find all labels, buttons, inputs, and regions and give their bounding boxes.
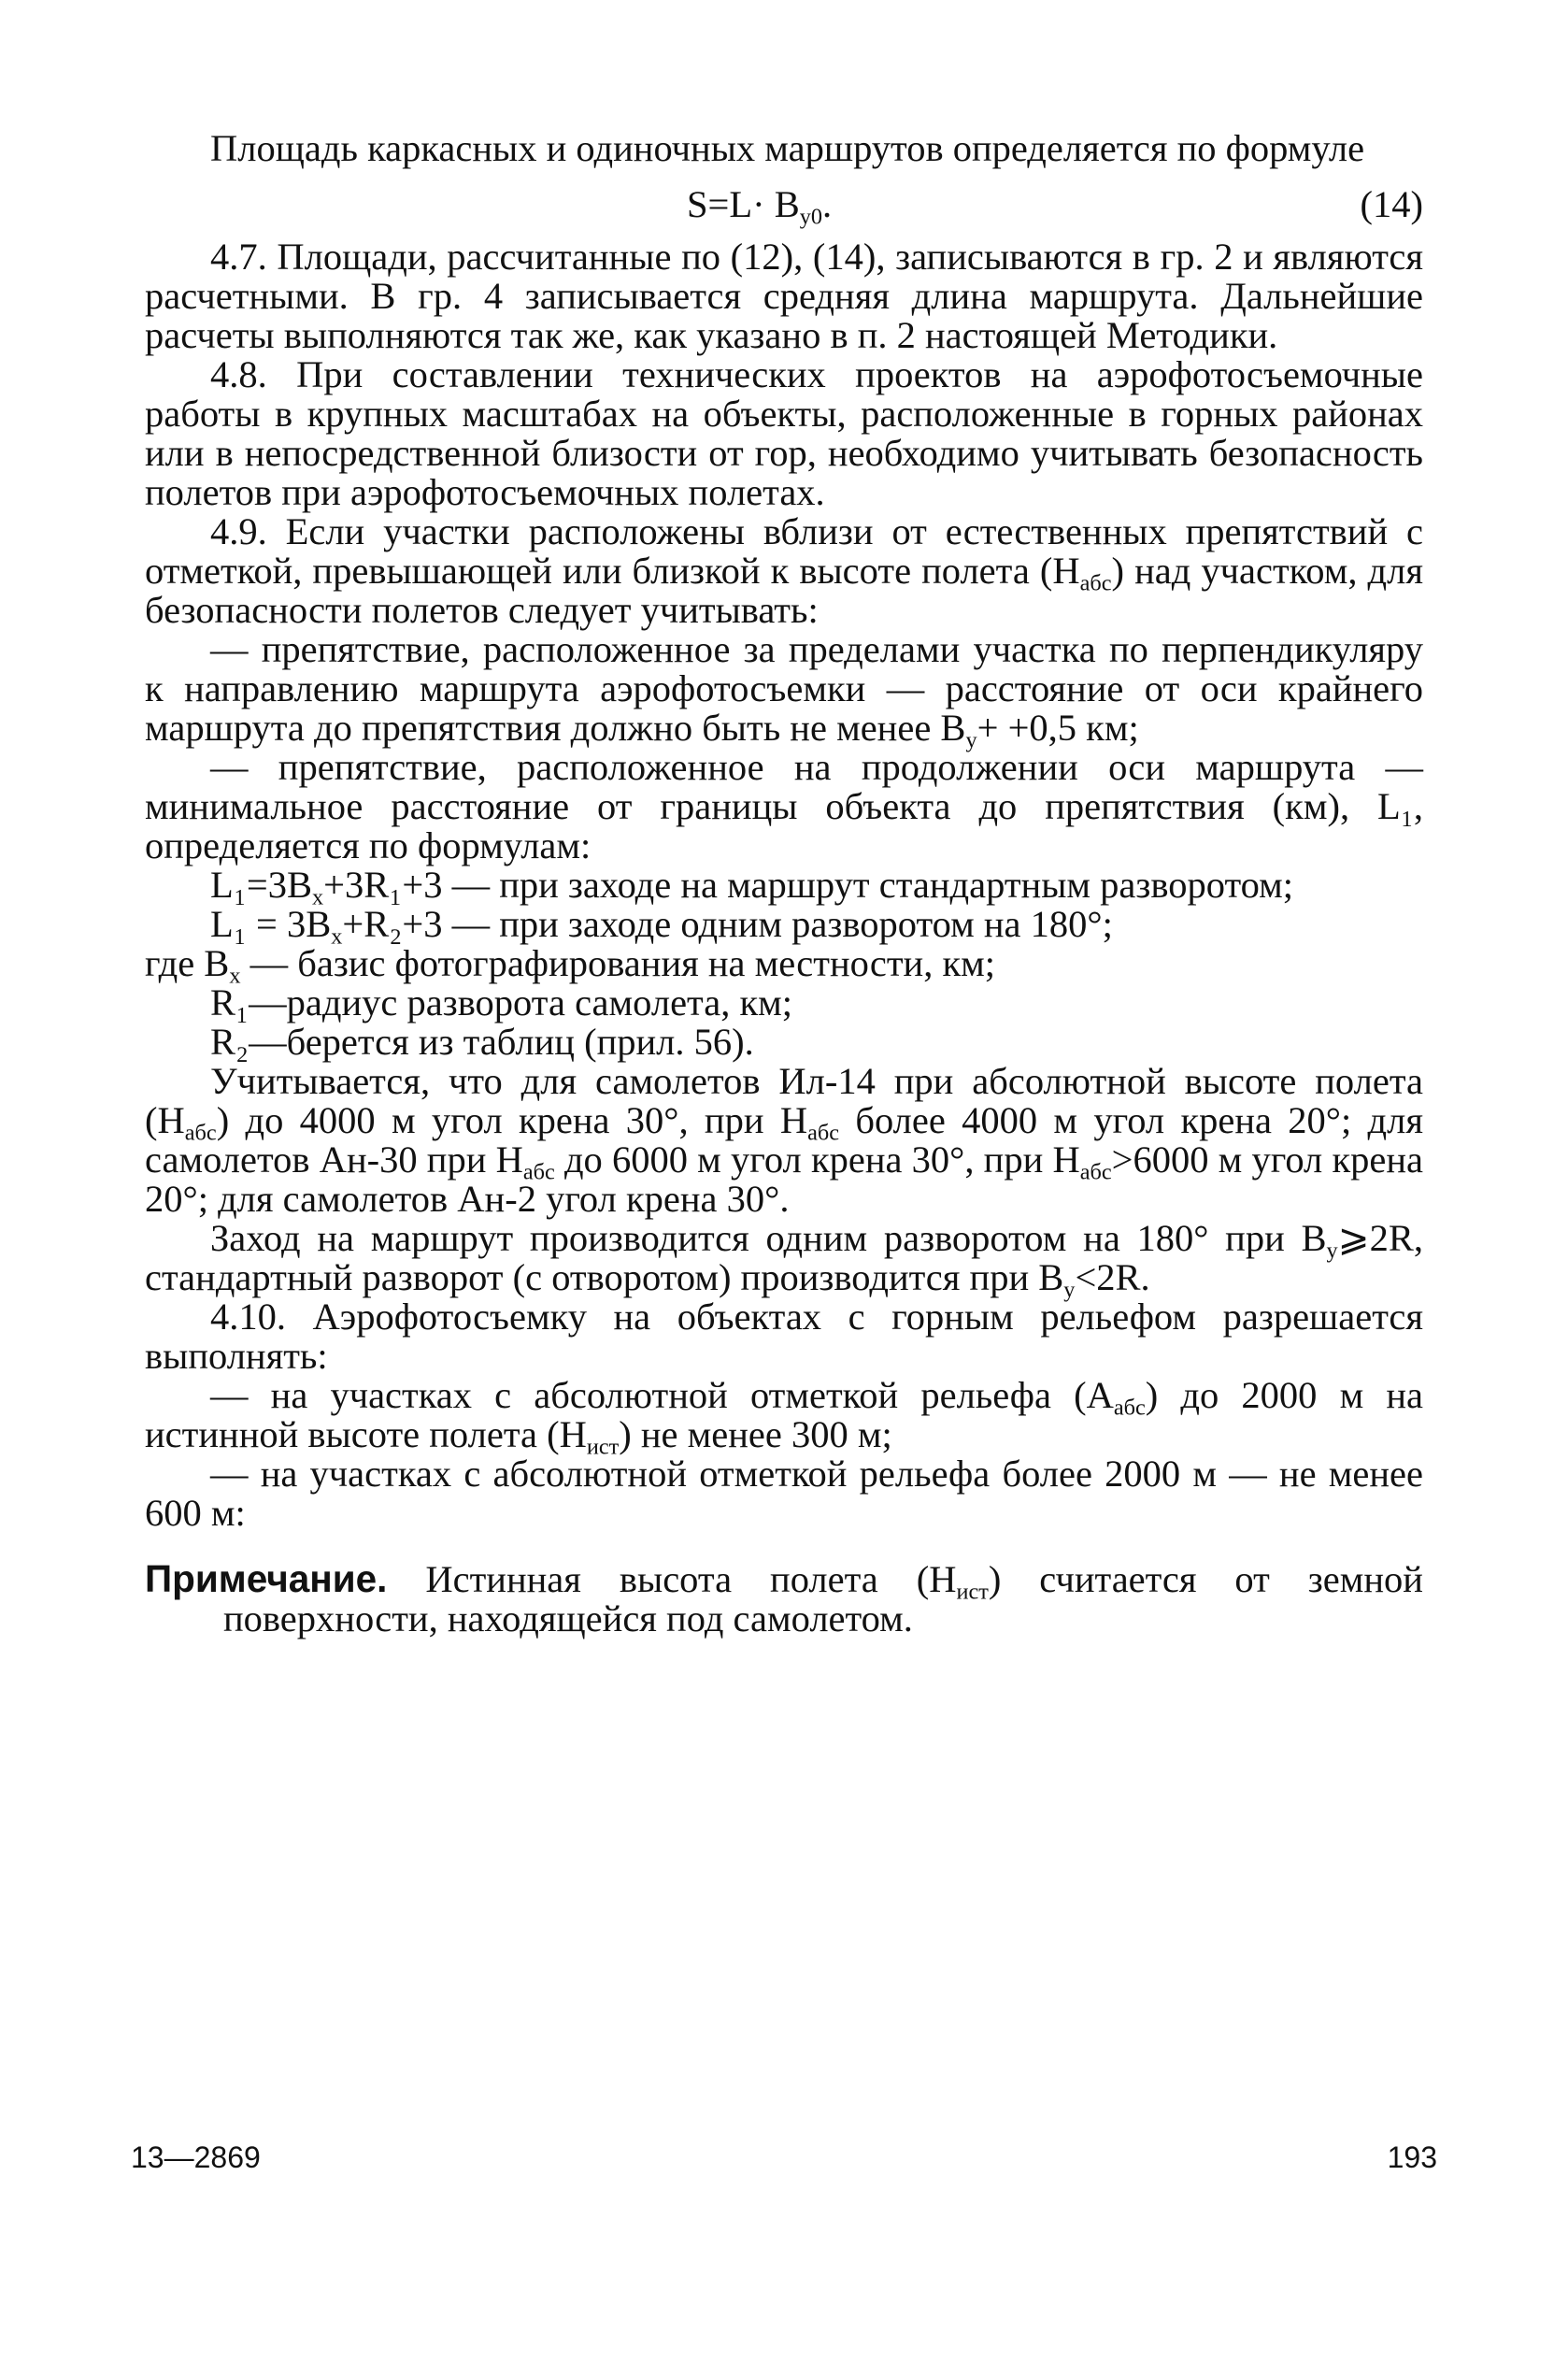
bank-angle-paragraph: Учитывается, что для самолетов Ил-14 при абсолютной высоте полета $(H_{абс})$ до 4000 м угол крена 30°, при $H_{абс}$ более 4000 м угол крена 20°; для самолетов Ан-30 при $H_{абс}$ до 6000 м угол крена 30°, при $H_{абс}>6000$ м угол крена 20°; для самолетов Ан-2 угол крена 30°. (145, 1060, 1424, 1220)
intro-paragraph: Площадь каркасных и одиночных маршрутов определяется по формуле (210, 127, 1365, 169)
route-entry-paragraph: Заход на маршрут производится одним разворотом на 180° при $B_y⩾2R$, стандартный разворот (с отворотом) производится при $B_y<2R$. (145, 1217, 1423, 1303)
note-label: Примечание. (145, 1557, 388, 1600)
definition-r2: R₂—берется из таблиц (прил. 56). (210, 1021, 754, 1063)
formula-14 (145, 181, 1423, 230)
page-body (145, 129, 1423, 1677)
obstacle-lateral: — препятствие, расположенное за пределами участка по перпендикуляру к направлению маршрута аэрофотосъемки — расстояние от оси крайнего маршрута до препятствия должно быть не менее $B_y+ +0,5$ км; (145, 628, 1423, 753)
section-4-9: 4.9. Если участки расположены вблизи от естественных препятствий с отметкой, превышающей или близкой к высоте полета $(H_{абс})$ над участком, для безопасности полетов следует учитывать: (145, 510, 1423, 631)
formula-number: (14) (1360, 183, 1423, 225)
formula-expression: $S=L\cdot B_{у0}$. (687, 183, 833, 230)
page-number: 193 (1387, 2140, 1437, 2174)
altitude-rule-1: — на участках с абсолютной отметкой рельефа $(A_{абс})$ до 2000 м на истинной высоте полета $(H_{ист})$ не менее 300 м; (145, 1374, 1424, 1460)
obstacle-along-route: — препятствие, расположенное на продолжении оси маршрута — минимальное расстояние от границы объекта до препятствия (км), L₁, определяется по формулам: (145, 746, 1423, 866)
formula-standard-turn: $L_1=3B_x+3R_1+3$ — при заходе на маршрут стандартным разворотом; (210, 864, 1293, 910)
signature-mark: 13—2869 (131, 2140, 261, 2174)
section-4-10: 4.10. Аэрофотосъемку на объектах с горным рельефом разрешается выполнять: (145, 1296, 1423, 1377)
section-4-8: 4.8. При составлении технических проектов на аэрофотосъемочные работы в крупных масштабах на объекты, расположенные в горных районах или в непосредственной близости от гор, необходимо учитывать безопасность полетов при аэрофотосъемочных полетах. (145, 353, 1423, 513)
altitude-rule-2: — на участках с абсолютной отметкой рельефа более 2000 м — не менее 600 м: (145, 1453, 1423, 1534)
formula-180-turn: $L_1 = 3B_x+R_2+3$ — при заходе одним разворотом на 180°; (210, 903, 1113, 950)
section-4-7: 4.7. Площади, рассчитанные по (12), (14), записываются в гр. 2 и являются расчетными. В гр. 4 записывается средняя длина маршрута. Дальнейшие расчеты выполняются так же, как указано в п. 2 настоящей Методики. (145, 236, 1423, 356)
note-paragraph: Примечание. Истинная высота полета $(H_{ист})$ считается от земной поверхности, находящейся под самолетом. (145, 1557, 1423, 1639)
definition-r1: R₁—радиус разворота самолета, км; (210, 981, 793, 1024)
definition-bx: где $B_x$ — базис фотографирования на местности, км; (145, 942, 996, 989)
